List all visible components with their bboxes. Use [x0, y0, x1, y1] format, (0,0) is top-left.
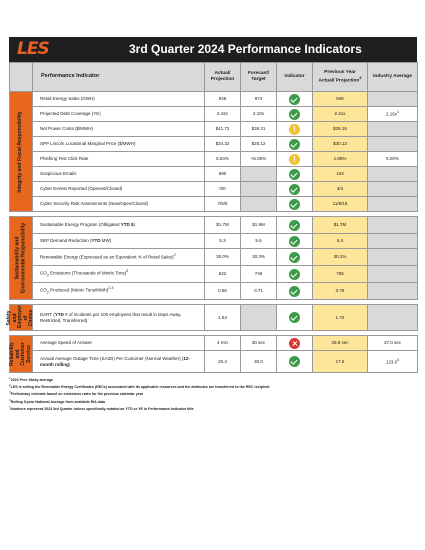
column-header-indicator-name: Performance Indicator	[33, 63, 205, 92]
target-value: 30.3%	[241, 249, 277, 266]
check-circle-icon	[289, 220, 300, 231]
table-row	[10, 152, 418, 167]
section-label-text: Reliability and Customer Service	[8, 342, 32, 366]
industry-average-cell	[368, 122, 418, 137]
performance-report	[6, 37, 417, 412]
indicator-label	[33, 234, 205, 249]
footnote-text: Numbers represent 2023 3rd Quarter unless specifically notated as YTD or YE in Performance Indicator title	[10, 406, 194, 411]
industry-average-cell	[368, 107, 418, 122]
status-cell	[277, 167, 313, 182]
check-circle-icon	[289, 312, 300, 323]
table-row	[10, 137, 418, 152]
target-value	[241, 167, 277, 182]
target-value: 0.71	[241, 283, 277, 300]
target-value: <5.00%	[241, 152, 277, 167]
footnote	[9, 383, 417, 390]
actual-value: 4 min	[205, 336, 241, 351]
check-circle-icon	[289, 269, 300, 280]
industry-average-cell	[368, 234, 418, 249]
status-cell	[277, 234, 313, 249]
indicator-label	[33, 305, 205, 331]
previous-year-sup: 4	[359, 75, 362, 81]
table-row	[10, 351, 418, 373]
indicator-label	[33, 137, 205, 152]
footnote	[9, 398, 417, 405]
footnote-marker: 4	[9, 397, 11, 402]
actual-value: $1.7M	[205, 217, 241, 234]
check-circle-icon	[289, 184, 300, 195]
indicator-label	[33, 122, 205, 137]
indicator-label-label-after: Emissions (Thousands of Metric Tons)	[48, 270, 127, 276]
indicator-label-label: CO	[40, 270, 47, 276]
industry-average-cell	[368, 249, 418, 266]
check-circle-icon	[289, 252, 300, 263]
table-row	[10, 217, 418, 234]
table-row	[10, 249, 418, 266]
column-header-industry-average: Industry Average	[368, 63, 418, 92]
previous-year-value: $1.7M	[313, 217, 368, 234]
table-row	[10, 92, 418, 107]
status-cell	[277, 351, 313, 373]
indicator-label-label: DART (	[40, 311, 55, 317]
target-value	[241, 305, 277, 331]
target-value: 746	[241, 266, 277, 283]
footnote-text: Preliminary estimate based on emissions rates for the previous calendar year	[10, 392, 144, 397]
previous-year-value: $30.13	[313, 137, 368, 152]
footnote-text: 2023 Peer Study average	[10, 378, 54, 383]
column-header-indicator: Indicator	[277, 63, 313, 92]
status-cell	[277, 137, 313, 152]
check-circle-icon	[289, 139, 300, 150]
previous-year-value: $39.16	[313, 122, 368, 137]
target-value: 2.10x	[241, 107, 277, 122]
target-value: 30 sec	[241, 336, 277, 351]
previous-year-value: 163	[313, 167, 368, 182]
footnote	[9, 405, 417, 412]
target-value: $25.12	[241, 137, 277, 152]
indicator-label-label: Retail Energy Sales (GWH)	[40, 96, 95, 102]
industry-average-cell	[368, 305, 418, 331]
indicator-label	[33, 107, 205, 122]
actual-value: 1.54	[205, 305, 241, 331]
table-row	[10, 167, 418, 182]
industry-average-cell	[368, 217, 418, 234]
check-circle-icon	[289, 169, 300, 180]
indicator-label	[33, 152, 205, 167]
industry-average-cell	[368, 152, 418, 167]
actual-value: 5.3	[205, 234, 241, 249]
industry-average-sup: 4	[397, 357, 400, 362]
status-cell	[277, 107, 313, 122]
previous-year-value: 17.6	[313, 351, 368, 373]
indicator-label-label-sup: 2	[173, 253, 176, 258]
indicator-label-label: SEP Demand Reduction (	[40, 238, 92, 244]
industry-average-value: 123.0	[385, 359, 398, 365]
indicator-label-label-bold: 12-month rolling	[40, 355, 190, 367]
check-circle-icon	[289, 199, 300, 210]
previous-year-value: 766	[313, 266, 368, 283]
industry-average-value: 37.0 sec	[383, 340, 401, 346]
target-value	[241, 197, 277, 212]
actual-value: 0/0	[205, 182, 241, 197]
warning-circle-icon	[289, 154, 300, 165]
industry-average-cell	[368, 283, 418, 300]
target-value: $39.21	[241, 122, 277, 137]
previous-year-value: 1.72	[313, 305, 368, 331]
indicator-label-label: Sustainable Energy Program (Obligated	[40, 222, 121, 228]
header-corner	[10, 63, 33, 92]
les-logo	[17, 40, 49, 59]
industry-average-cell	[368, 182, 418, 197]
industry-average-cell	[368, 197, 418, 212]
table-row	[10, 197, 418, 212]
warning-circle-icon	[289, 124, 300, 135]
footnote-text: Rolling 5-year National Average from available EIA data	[10, 399, 105, 404]
indicator-label-label-after: Produced (Metric Tons/MWh)	[48, 287, 109, 293]
column-header-target: Forecast/ Target	[241, 63, 277, 92]
indicator-label-label: Cyber Events Reported (Opened/Closed)	[40, 186, 123, 192]
indicator-label	[33, 283, 205, 300]
status-cell	[277, 249, 313, 266]
section-label	[10, 336, 33, 373]
previous-year-value: 4/4	[313, 182, 368, 197]
actual-value: 622	[205, 266, 241, 283]
table-row	[10, 283, 418, 300]
indicator-label-label-after: MW)	[100, 238, 112, 244]
indicator-label-label: Annual Average Outage Time (SAIDI) Per Customer (Normal Weather) (	[40, 355, 184, 361]
footnote-marker: 3	[9, 390, 11, 395]
indicator-label-label: Cyber Security Risk Assessments (New/Open/Closed)	[40, 201, 149, 207]
status-cell	[277, 182, 313, 197]
industry-average-cell	[368, 266, 418, 283]
indicator-label-label-bold: YTD $	[120, 222, 134, 228]
industry-average-value: 2.16x	[385, 111, 397, 117]
target-value: 974	[241, 92, 277, 107]
target-value: $1.9M	[241, 217, 277, 234]
previous-year-value: 11/9/15	[313, 197, 368, 212]
industry-average-cell	[368, 336, 418, 351]
indicator-label	[33, 92, 205, 107]
actual-value: 0.66	[205, 283, 241, 300]
previous-year-value: 946	[313, 92, 368, 107]
indicator-label-label-bold: YTD	[54, 311, 64, 317]
target-value: 5.6	[241, 234, 277, 249]
indicator-label	[33, 336, 205, 351]
table-row	[10, 182, 418, 197]
actual-value: 690	[205, 167, 241, 182]
section-label-text: Sustainability and Environmental Responsibility	[14, 222, 26, 294]
section-label-text: Safety and Employer of Choice	[6, 304, 35, 328]
status-cell	[277, 197, 313, 212]
target-value	[241, 182, 277, 197]
status-cell	[277, 283, 313, 300]
target-value: 30.0	[241, 351, 277, 373]
check-circle-icon	[289, 286, 300, 297]
table-row	[10, 234, 418, 249]
actual-value: 7/6/9	[205, 197, 241, 212]
indicator-label-label-after: )	[68, 361, 71, 367]
indicator-label	[33, 266, 205, 283]
table-header-row	[10, 63, 418, 92]
status-cell	[277, 266, 313, 283]
footnote-text: LES is selling the Renewable Energy Certificates (RECs) associated with its applicable resources and the attributes are transferred to the REC recipient	[10, 385, 270, 390]
indicator-label-label-after: )	[133, 222, 136, 228]
indicator-label-label-bold: YTD	[91, 238, 101, 244]
actual-value: $24.32	[205, 137, 241, 152]
status-cell	[277, 122, 313, 137]
check-circle-icon	[289, 94, 300, 105]
section-label	[10, 217, 33, 300]
actual-value: $41.72	[205, 122, 241, 137]
indicator-label	[33, 167, 205, 182]
footnote-marker: 1	[9, 376, 11, 380]
indicator-label-label: Projected Debt Coverage (YE)	[40, 111, 101, 117]
industry-average-value: 5.00%	[386, 156, 399, 162]
indicator-label-label: Renewable Energy (Expressed as an Equivalent % of Retail Sales)	[40, 254, 174, 260]
status-cell	[277, 217, 313, 234]
indicator-label	[33, 217, 205, 234]
actual-value: 20.4	[205, 351, 241, 373]
status-cell	[277, 92, 313, 107]
footnote	[9, 376, 417, 383]
actual-value: 946	[205, 92, 241, 107]
check-circle-icon	[289, 109, 300, 120]
industry-average-cell	[368, 351, 418, 373]
indicator-label	[33, 351, 205, 373]
table-row	[10, 336, 418, 351]
footnote-marker: *	[9, 404, 11, 409]
indicator-label-label-sup: 3	[126, 269, 129, 273]
status-cell	[277, 336, 313, 351]
indicator-label-label-after: # of incidents per 100 employees that result in Days Away, Restricted, Transferred)	[40, 311, 182, 323]
previous-year-label: Previous Year Actual/ Projection	[318, 69, 360, 84]
previous-year-value: 5.4	[313, 234, 368, 249]
actual-value: 2.42x	[205, 107, 241, 122]
x-circle-icon	[289, 338, 300, 349]
section-label-text: Integrity and Fiscal Responsibility	[17, 110, 24, 193]
indicator-label-label: SPP Lincoln Locational Marginal Price ($/MWH)	[40, 141, 136, 147]
logo-text: LES	[17, 39, 49, 59]
table-row	[10, 107, 418, 122]
industry-average-cell	[368, 167, 418, 182]
industry-average-sup: 1	[396, 110, 400, 115]
status-cell	[277, 305, 313, 331]
table-row	[10, 305, 418, 331]
table-row	[10, 122, 418, 137]
previous-year-value: 30.2%	[313, 249, 368, 266]
indicator-label	[33, 197, 205, 212]
previous-year-value: 0.75	[313, 283, 368, 300]
indicator-label-label: Suspicious Emails	[40, 171, 77, 177]
column-header-actual: Actual/ Projection	[205, 63, 241, 92]
footnote-marker: 2	[9, 383, 11, 388]
footnotes	[9, 376, 417, 412]
indicators-table	[6, 62, 418, 373]
indicator-label-label-sup: 2,3	[108, 286, 114, 290]
column-header-previous-year	[313, 63, 368, 92]
indicator-label-label-sub: 2	[46, 290, 49, 295]
indicator-label-label: CO	[40, 287, 47, 293]
check-circle-icon	[289, 236, 300, 247]
industry-average-cell	[368, 92, 418, 107]
footnote	[9, 390, 417, 397]
table-row	[10, 266, 418, 283]
indicator-label-label-sub: 2	[46, 273, 49, 278]
page-title: 3rd Quarter 2024 Performance Indicators	[129, 42, 362, 56]
previous-year-value: 28.8 sec	[313, 336, 368, 351]
actual-value: 30.0%	[205, 249, 241, 266]
check-circle-icon	[289, 356, 300, 367]
indicator-label-label: Phishing Test Click Rate	[40, 156, 89, 162]
section-label	[6, 304, 35, 331]
previous-year-value: 2.41x	[313, 107, 368, 122]
indicator-label-label: Net Power Costs ($/MWH)	[40, 126, 94, 132]
indicator-label	[33, 182, 205, 197]
indicator-label	[33, 249, 205, 266]
indicator-label-label: Average Speed of Answer	[40, 340, 92, 346]
previous-year-value: 1.89%	[313, 152, 368, 167]
section-label	[10, 92, 33, 212]
actual-value: 5.54%	[205, 152, 241, 167]
report-header	[9, 37, 417, 62]
industry-average-cell	[368, 137, 418, 152]
status-cell	[277, 152, 313, 167]
